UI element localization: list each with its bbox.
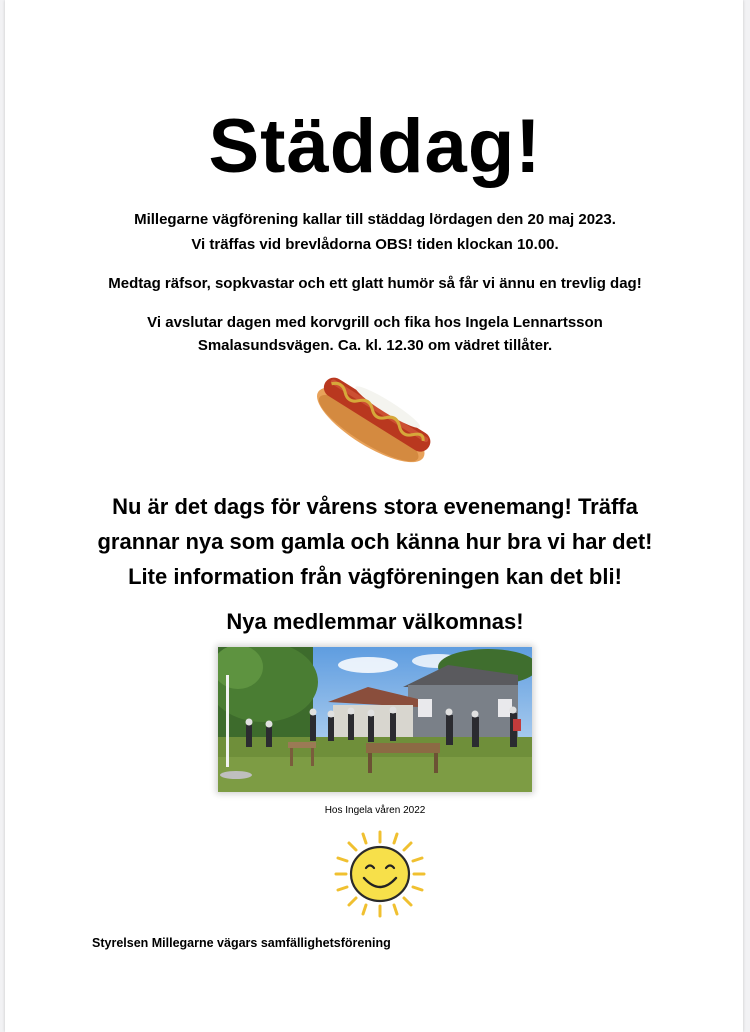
intro-line-2: Vi träffas vid brevlådorna OBS! tiden klockan 10.00. [191,236,559,253]
highlight-line-2: grannar nya som gamla och känna hur bra vi har det! [97,529,653,554]
page-title: Städdag! [208,104,542,189]
footer-signature: Styrelsen Millegarne vägars samfällighetsförening [92,936,391,950]
highlight-line-1: Nu är det dags för vårens stora evenemang! Träffa [112,494,638,519]
intro-line-1: Millegarne vägförening kallar till städdag lördagen den 20 maj 2023. [134,211,616,228]
hotdog-icon [310,360,440,475]
finish-line-1: Vi avslutar dagen med korvgrill och fika hos Ingela Lennartsson [147,314,603,331]
bring-text: Medtag räfsor, sopkvastar och ett glatt humör så får vi ännu en trevlig dag! [108,275,642,292]
photo-caption: Hos Ingela våren 2022 [324,805,426,816]
welcome-text: Nya medlemmar välkomnas! [226,609,524,634]
finish-line-2: Smalasundsvägen. Ca. kl. 12.30 om vädret tillåter. [197,337,553,354]
sun-icon [330,828,430,920]
highlight-line-3: Lite information från vägföreningen kan det bli! [128,564,622,589]
garden-party-photo [218,647,532,792]
